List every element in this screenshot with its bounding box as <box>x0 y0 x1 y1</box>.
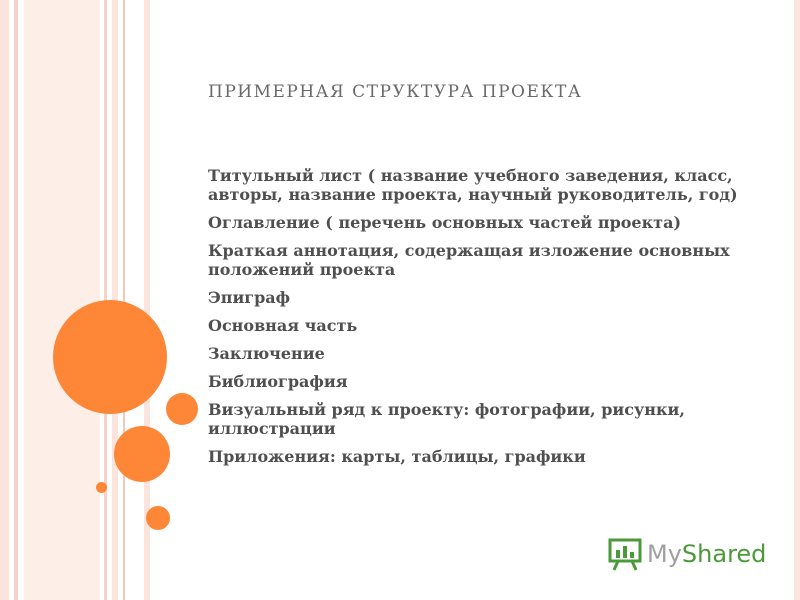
myshared-watermark <box>607 537 766 571</box>
list-item: Эпиграф <box>208 288 291 307</box>
decorative-circle-small <box>146 506 170 530</box>
watermark-text-part2: Shared <box>681 540 767 568</box>
list-item: Библиография <box>208 372 348 391</box>
decorative-circle-large <box>53 300 167 414</box>
watermark-text-part1: My <box>647 540 682 568</box>
list-item: Заключение <box>208 344 325 363</box>
list-item: Оглавление ( перечень основных частей проекта) <box>208 213 682 232</box>
list-item: Основная часть <box>208 316 358 335</box>
decorative-stripe <box>0 0 9 600</box>
watermark-text <box>647 540 766 568</box>
list-item: Титульный лист ( название учебного заведения, класс, авторы, название проекта, научный руководитель, год) <box>208 166 738 204</box>
structure-list <box>208 166 748 475</box>
decorative-circle-medium <box>114 426 170 482</box>
list-item: Приложения: карты, таблицы, графики <box>208 447 586 466</box>
decorative-stripe <box>794 0 800 600</box>
decorative-stripe <box>24 0 100 600</box>
presentation-board-icon <box>607 537 643 571</box>
slide-title: ПРИМЕРНАЯ СТРУКТУРА ПРОЕКТА <box>208 82 583 102</box>
list-item: Визуальный ряд к проекту: фотографии, рисунки, иллюстрации <box>208 400 685 438</box>
decorative-stripe <box>14 0 18 600</box>
decorative-circle-small <box>166 393 198 425</box>
decorative-stripe <box>123 0 125 600</box>
decorative-circle-tiny <box>96 482 107 493</box>
list-item: Краткая аннотация, содержащая изложение основных положений проекта <box>208 241 730 279</box>
